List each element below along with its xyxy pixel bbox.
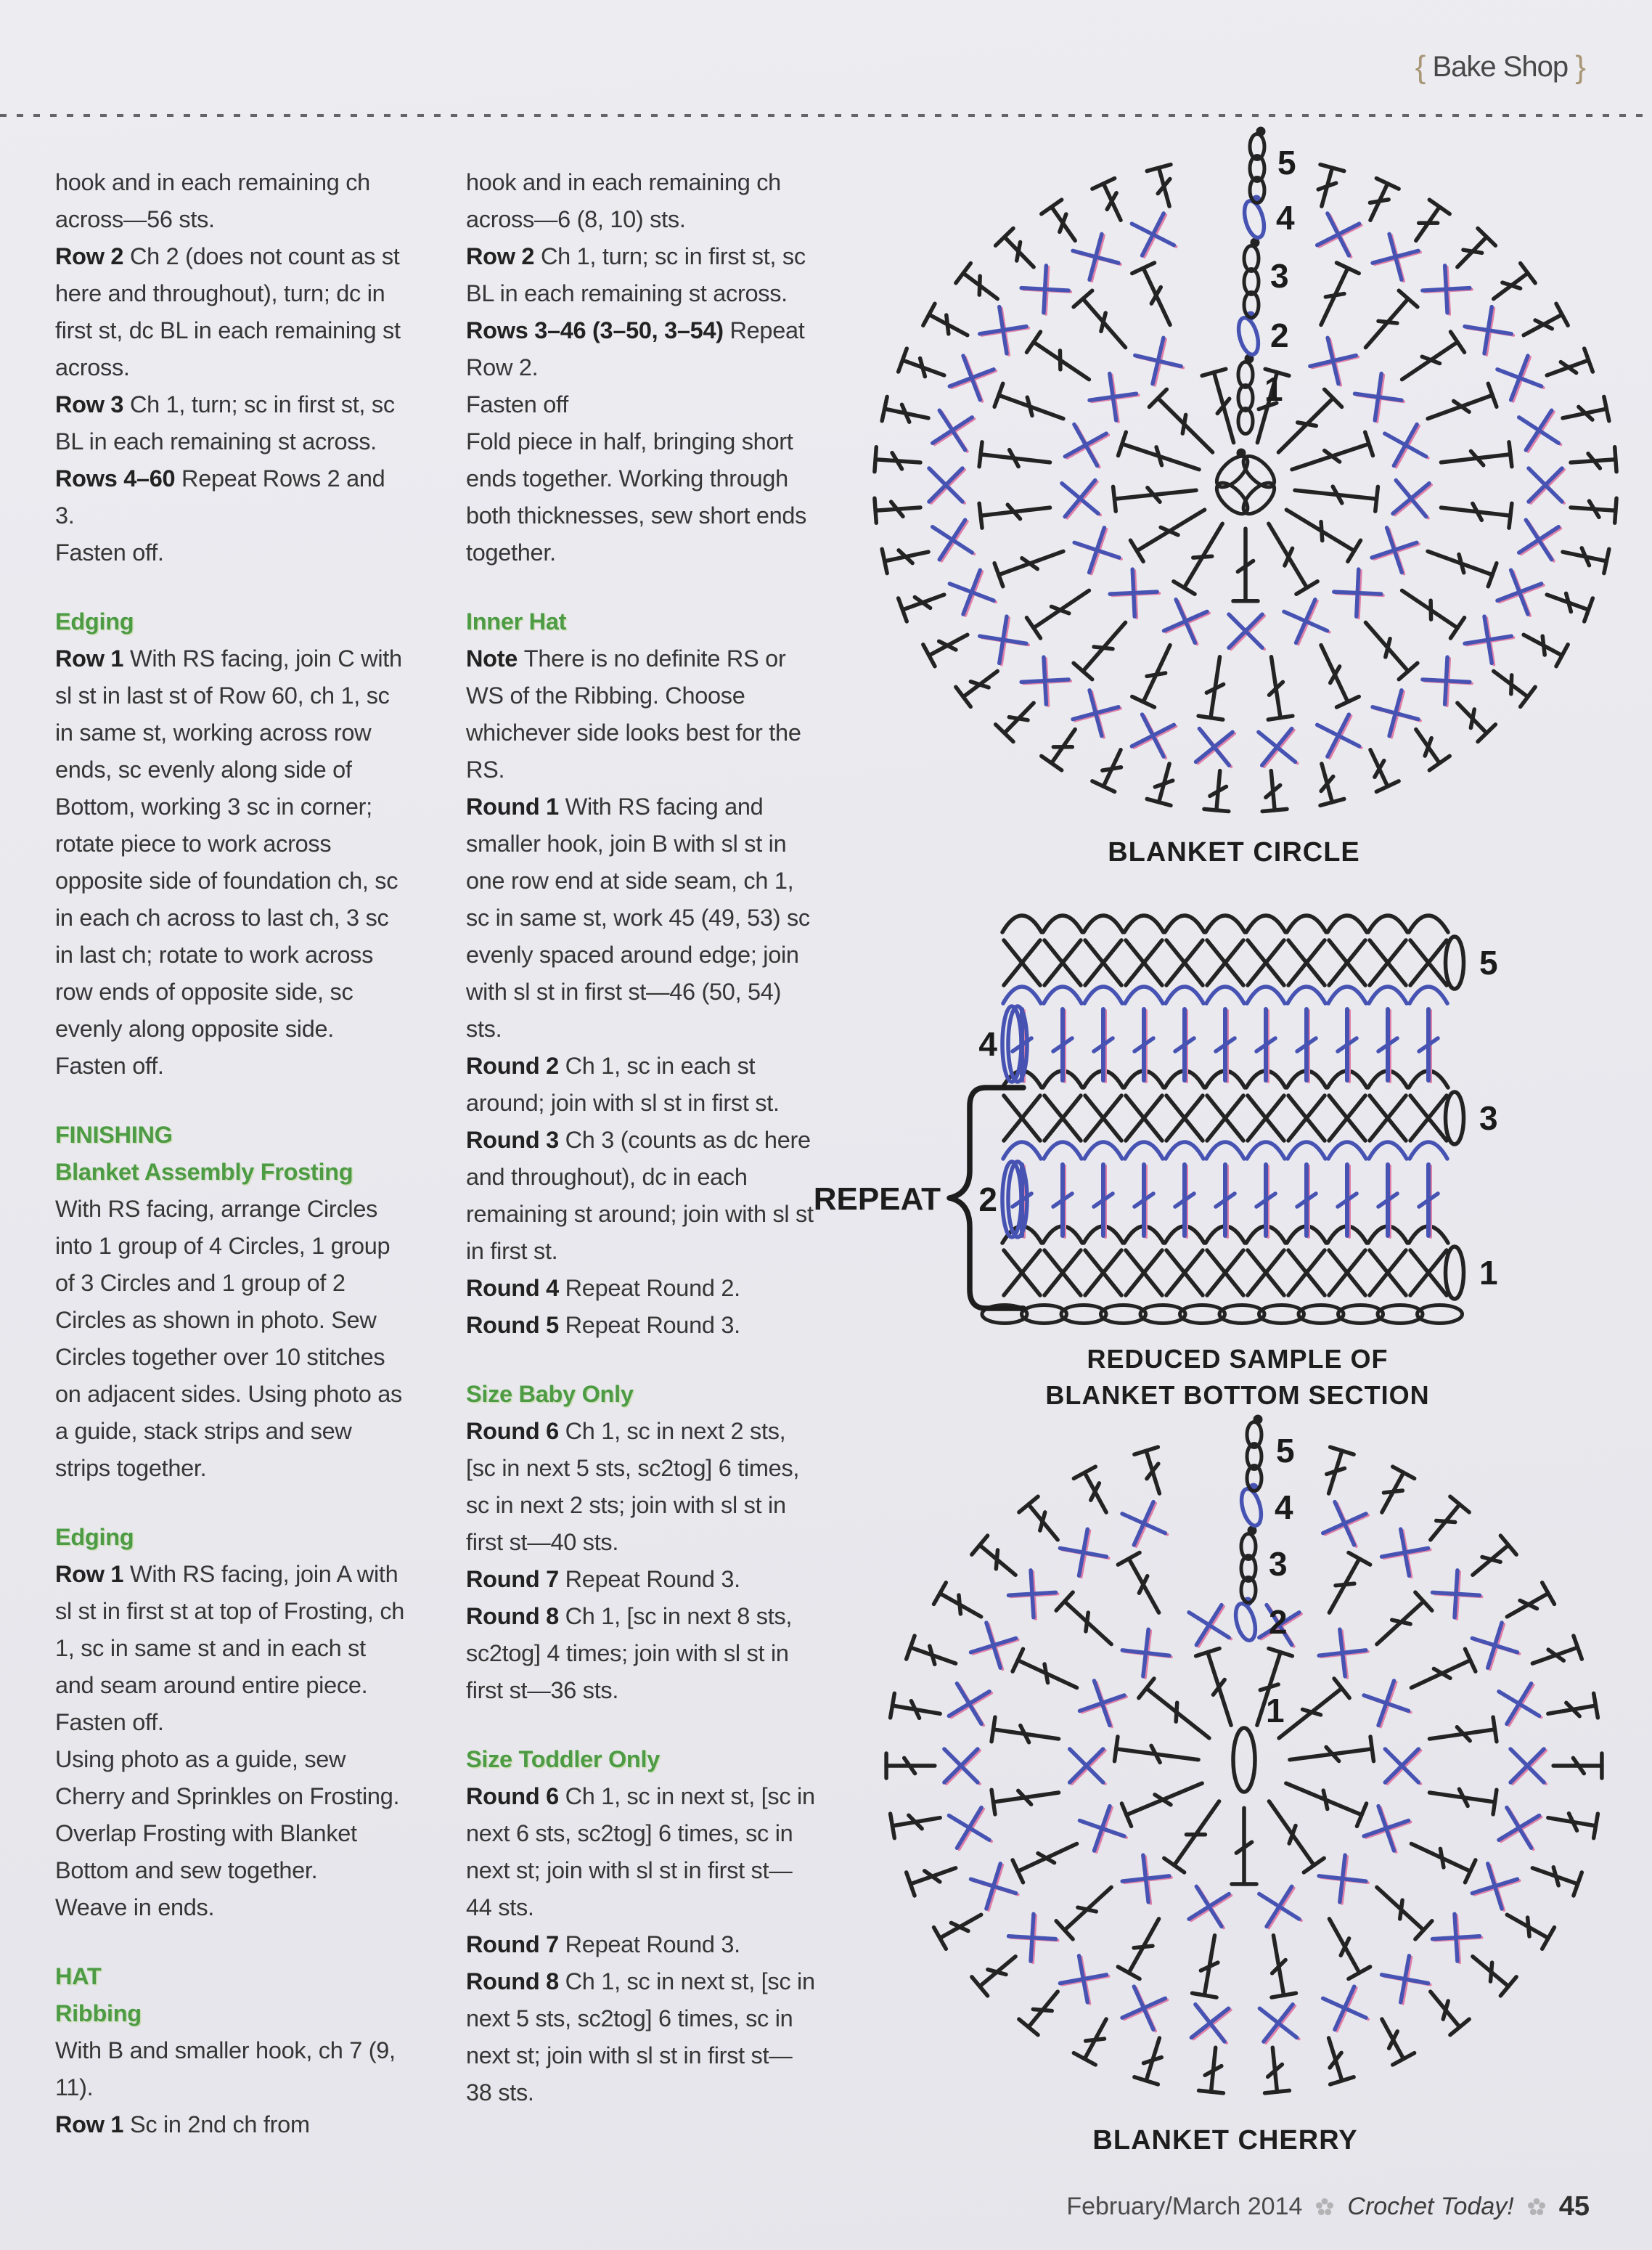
instruction-paragraph: Note There is no definite RS or WS of the Ribbing. Choose whichever side looks best for the RS.	[466, 645, 801, 783]
instruction-label: Round 6	[466, 1418, 565, 1444]
ribbed-sample-label-line2: BLANKET BOTTOM SECTION	[1045, 1380, 1430, 1410]
chart-symbols-layer	[875, 127, 1616, 2093]
svg-text:5: 5	[1276, 1432, 1295, 1470]
svg-text:3: 3	[1270, 257, 1289, 295]
section-heading: Ribbing	[55, 2000, 142, 2026]
section-heading: Edging	[55, 608, 134, 635]
instruction-paragraph: Round 1 With RS facing and smaller hook, join B with sl st in one row end at side seam, ch 1, sc in same st, work 45 (49, 53) sc evenly spaced around edge; join with sl st in first st—46 (50, 54) sts.	[466, 794, 810, 1042]
svg-text:1: 1	[1479, 1254, 1498, 1292]
instruction-paragraph: Row 2 Ch 2 (does not count as st here and throughout), turn; dc in first st, dc BL in each remaining st across.	[55, 243, 401, 380]
instruction-paragraph: Fasten off	[466, 391, 568, 417]
instruction-paragraph: Round 6 Ch 1, sc in next 2 sts, [sc in next 5 sts, sc2tog] 6 times, sc in next 2 sts; join with sl st in first st—40 sts.	[466, 1418, 800, 1555]
svg-text:4: 4	[1275, 1488, 1293, 1526]
svg-text:4: 4	[978, 1025, 997, 1063]
instruction-paragraph: Using photo as a guide, sew Cherry and Sprinkles on Frosting. Overlap Frosting with Blanket Bottom and sew together.	[55, 1746, 400, 1883]
instruction-label: Row 1	[55, 2111, 130, 2137]
instruction-label: Round 1	[466, 794, 565, 820]
blanket-circle-label: BLANKET CIRCLE	[1108, 837, 1360, 868]
instruction-label: Row 2	[466, 243, 541, 269]
instruction-paragraph: Round 5 Repeat Round 3.	[466, 1312, 740, 1338]
instruction-paragraph: Weave in ends.	[55, 1894, 215, 1920]
instruction-label: Round 6	[466, 1783, 565, 1809]
instruction-paragraph: Row 1 Sc in 2nd ch from	[55, 2111, 310, 2137]
flower-icon	[1315, 2198, 1334, 2217]
instruction-label: Note	[466, 645, 524, 672]
instruction-paragraph: Row 2 Ch 1, turn; sc in first st, sc BL in each remaining st across.	[466, 243, 806, 306]
section-heading: Size Baby Only	[466, 1381, 634, 1407]
instruction-label: Row 1	[55, 1561, 130, 1587]
instruction-paragraph: hook and in each remaining ch across—56 sts.	[55, 169, 370, 232]
svg-text:2: 2	[1270, 317, 1289, 354]
instruction-paragraph: Rows 3–46 (3–50, 3–54) Repeat Row 2.	[466, 317, 805, 380]
instruction-label: Round 7	[466, 1931, 565, 1957]
instruction-paragraph: Round 3 Ch 3 (counts as dc here and throughout), dc in each remaining st around; join with sl st in first st.	[466, 1127, 814, 1264]
instruction-label: Rows 3–46 (3–50, 3–54)	[466, 317, 730, 343]
instruction-label: Round 8	[466, 1603, 565, 1629]
instruction-paragraph: Fasten off.	[55, 1709, 164, 1735]
instruction-label: Round 7	[466, 1566, 565, 1592]
instruction-label: Rows 4–60	[55, 465, 182, 492]
instruction-paragraph: Round 4 Repeat Round 2.	[466, 1275, 740, 1301]
instruction-label: Round 4	[466, 1275, 565, 1301]
instruction-paragraph: Fasten off.	[55, 539, 164, 566]
header-brace-close: }	[1575, 49, 1585, 85]
svg-text:5: 5	[1277, 144, 1296, 182]
instruction-paragraph: Fold piece in half, bringing short ends together. Working through both thicknesses, sew short ends together.	[466, 428, 807, 566]
instruction-label: Row 2	[55, 243, 130, 269]
ribbed-sample-label-line1: REDUCED SAMPLE OF	[1087, 1344, 1389, 1374]
svg-text:3: 3	[1269, 1545, 1288, 1583]
footer-magazine-name: Crochet Today!	[1347, 2193, 1514, 2220]
svg-text:2: 2	[1269, 1603, 1288, 1641]
instruction-paragraph: With RS facing, arrange Circles into 1 group of 4 Circles, 1 group of 3 Circles and 1 group of 2 Circles as shown in photo. Sew Circles together over 10 stitches on adjacent sides. Using photo as a guide, stack strips and sew strips together.	[55, 1196, 402, 1481]
instruction-paragraph: Rows 4–60 Repeat Rows 2 and 3.	[55, 465, 385, 529]
instruction-paragraph: Round 6 Ch 1, sc in next st, [sc in next 6 sts, sc2tog] 6 times, sc in next st; join with sl st in first st—44 sts.	[466, 1783, 815, 1920]
section-heading: Size Toddler Only	[466, 1746, 660, 1772]
instruction-label: Round 2	[466, 1053, 565, 1079]
repeat-label: REPEAT	[813, 1181, 941, 1217]
svg-text:3: 3	[1479, 1099, 1498, 1137]
instruction-paragraph: hook and in each remaining ch across—6 (8, 10) sts.	[466, 169, 781, 232]
blanket-cherry-label: BLANKET CHERRY	[1092, 2125, 1358, 2156]
section-heading: FINISHING	[55, 1122, 173, 1148]
footer-issue-date: February/March 2014	[1066, 2193, 1303, 2220]
svg-text:2: 2	[978, 1181, 997, 1218]
instruction-paragraph: Round 2 Ch 1, sc in each st around; join with sl st in first st.	[466, 1053, 780, 1116]
page-footer	[1066, 2191, 1590, 2222]
svg-text:4: 4	[1276, 199, 1295, 237]
svg-text:1: 1	[1264, 370, 1283, 408]
instruction-paragraph: Round 8 Ch 1, sc in next st, [sc in next 5 sts, sc2tog] 6 times, sc in next st; join with sl st in first st—38 sts.	[466, 1968, 815, 2106]
instruction-label: Round 5	[466, 1312, 565, 1338]
instruction-paragraph: Row 1 With RS facing, join A with sl st in first st at top of Frosting, ch 1, sc in same st and in each st and seam around entire piece.	[55, 1561, 405, 1698]
instruction-paragraph: Fasten off.	[55, 1053, 164, 1079]
instruction-label: Row 1	[55, 645, 130, 672]
instruction-label: Round 3	[466, 1127, 565, 1153]
flower-icon	[1527, 2198, 1546, 2217]
instruction-paragraph: Round 8 Ch 1, [sc in next 8 sts, sc2tog] 4 times; join with sl st in first st—36 sts.	[466, 1603, 793, 1703]
svg-text:5: 5	[1479, 944, 1498, 982]
instruction-paragraph: Row 3 Ch 1, turn; sc in first st, sc BL in each remaining st across.	[55, 391, 395, 455]
instruction-paragraph: Row 1 With RS facing, join C with sl st in last st of Row 60, ch 1, sc in same st, working across row ends, sc evenly along side of Bottom, working 3 sc in corner; rotate piece to work across opposite side of foundation ch, sc in each ch across to last ch, 3 sc in last ch; rotate to work across row ends of opposite side, sc evenly along opposite side.	[55, 645, 402, 1042]
section-heading: Blanket Assembly Frosting	[55, 1159, 353, 1185]
footer-page-number: 45	[1558, 2191, 1590, 2222]
section-heading: Inner Hat	[466, 608, 567, 635]
svg-text:1: 1	[1266, 1692, 1285, 1729]
section-heading: HAT	[55, 1963, 102, 1989]
section-heading: Edging	[55, 1524, 134, 1550]
instruction-label: Row 3	[55, 391, 130, 417]
instruction-label: Round 8	[466, 1968, 565, 1994]
instruction-paragraph: Round 7 Repeat Round 3.	[466, 1566, 740, 1592]
page-section-title: Bake Shop	[1432, 51, 1569, 83]
instruction-paragraph: Round 7 Repeat Round 3.	[466, 1931, 740, 1957]
instruction-paragraph: With B and smaller hook, ch 7 (9, 11).	[55, 2037, 396, 2100]
header-brace-open: {	[1415, 49, 1426, 85]
